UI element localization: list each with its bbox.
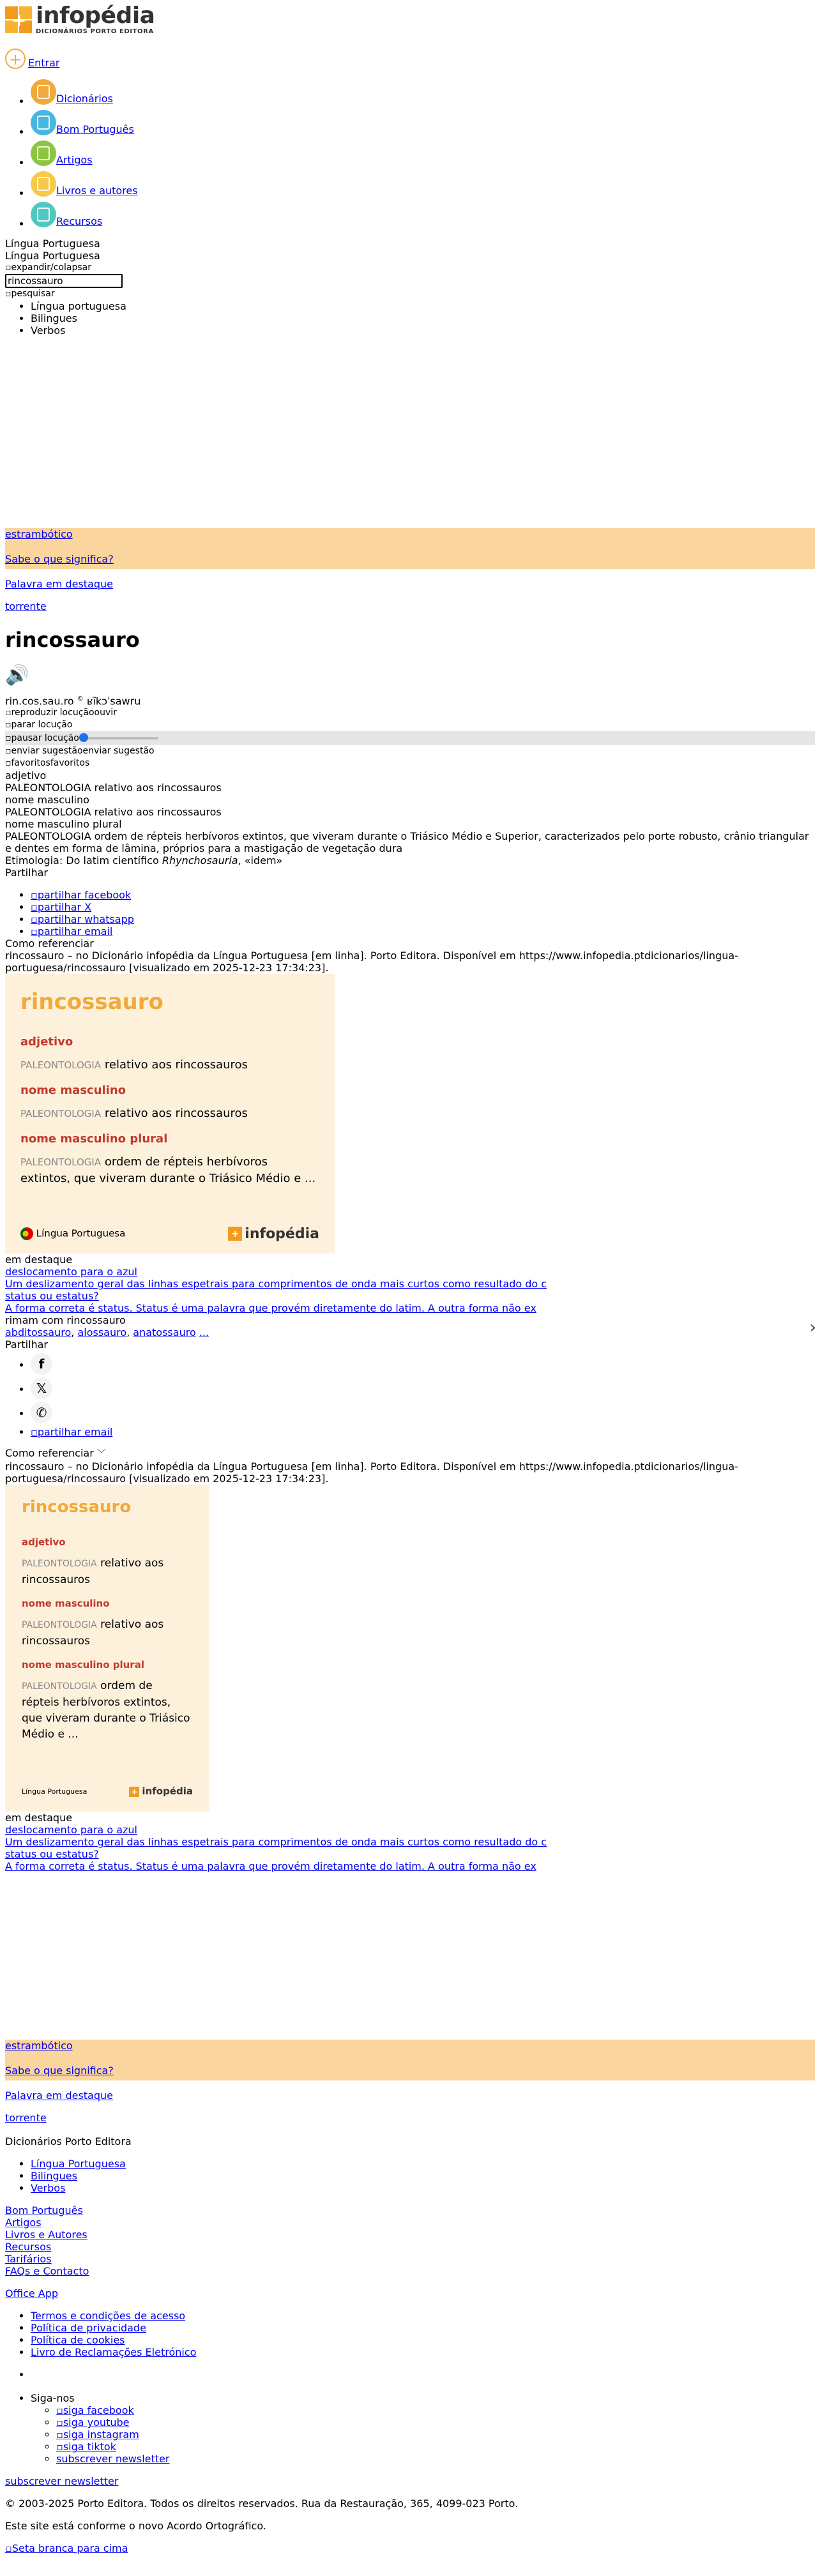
share-label-2: Partilhar xyxy=(5,1338,48,1351)
nav-item-livros[interactable] xyxy=(31,171,815,202)
newsletter-link-2[interactable]: subscrever newsletter xyxy=(5,2475,119,2488)
highlight-link[interactable]: A forma correta é status. Status é uma palavra que provém diretamente do latim. A outra forma não ex xyxy=(5,1860,536,1873)
nav-item-artigos[interactable] xyxy=(31,140,815,171)
highlight-link[interactable]: Um deslizamento geral das linhas espetrais para comprimentos de onda mais curtos como resultado do c xyxy=(5,1836,547,1849)
card-def: PALEONTOLOGIA relativo aos rincossauros xyxy=(22,1618,164,1648)
cite-label-2[interactable]: Como referenciar ﹀ xyxy=(5,1447,106,1460)
bom-portugues-icon xyxy=(31,110,56,135)
card-def: PALEONTOLOGIA ordem de répteis herbívoros extintos, que viveram durante o Triásico Médio e ... xyxy=(22,1679,190,1741)
nav-item-bom-portugues[interactable] xyxy=(31,110,815,140)
main-nav xyxy=(5,79,815,232)
footer-link[interactable]: Recursos xyxy=(5,2241,52,2254)
card-title: rincossauro xyxy=(22,1497,132,1517)
card-pos: adjetivo xyxy=(20,1035,73,1049)
card-pos: nome masculino xyxy=(20,1084,126,1098)
card-language: Língua Portuguesa xyxy=(20,1227,125,1240)
featured-label-link[interactable]: Palavra em destaque xyxy=(5,2089,113,2102)
dictionaries-icon xyxy=(31,79,56,105)
site-logo[interactable] xyxy=(5,4,815,40)
expand-collapse-icon[interactable]: ▫expandir/colapsar xyxy=(5,262,91,273)
share-facebook-link[interactable]: ▫partilhar facebook xyxy=(31,889,132,902)
featured-cta-link[interactable]: Sabe o que significa? xyxy=(5,553,114,565)
rhyme-link[interactable]: anatossauro xyxy=(133,1326,196,1339)
card-brand-logo: + infopédia xyxy=(228,1227,319,1241)
highlights-label: em destaque xyxy=(5,1254,73,1266)
card-pos: nome masculino plural xyxy=(22,1659,144,1671)
office-app-link[interactable]: Office App xyxy=(5,2287,59,2300)
rhyme-link[interactable]: abditossauro xyxy=(5,1326,72,1339)
footer-links xyxy=(5,2204,815,2277)
footer-link[interactable]: Tarifários xyxy=(5,2253,52,2266)
nav-label[interactable]: • Livros e autores xyxy=(56,185,138,197)
highlight-link[interactable]: deslocamento para o azul xyxy=(5,1824,137,1837)
send-suggestion-button[interactable]: ▫enviar sugestãoenviar sugestão xyxy=(5,746,155,757)
rhyme-more-link[interactable]: ... xyxy=(199,1326,209,1339)
dictionary-label: Língua Portuguesa xyxy=(5,250,100,262)
footer-dict-list xyxy=(5,2158,815,2194)
follow-youtube-link[interactable]: ▫siga youtube xyxy=(56,2416,130,2429)
speaker-icon[interactable]: 🔊 xyxy=(5,664,29,686)
dictionary-options xyxy=(5,300,815,337)
chevron-right-icon[interactable]: › xyxy=(809,1318,816,1337)
highlight-link[interactable]: Um deslizamento geral das linhas espetrais para comprimentos de onda mais curtos como resultado do c xyxy=(5,1278,547,1291)
footer-dictionaries-title: Dicionários Porto Editora xyxy=(5,2135,132,2148)
rhymes-list: abditossauro, alossauro, anatossauro ... xyxy=(5,1326,209,1339)
card-brand-logo: + infopédia xyxy=(129,1785,193,1798)
newsletter-link[interactable]: subscrever newsletter xyxy=(56,2453,170,2466)
footer-dict-link[interactable]: Bilingues xyxy=(31,2170,77,2183)
nav-label[interactable]: • Dicionários xyxy=(56,93,113,105)
featured-word2-link[interactable]: torrente xyxy=(5,600,47,612)
nav-label[interactable]: • Recursos xyxy=(56,215,103,227)
legal-link[interactable]: Termos e condições de acesso xyxy=(31,2310,186,2322)
highlight-link[interactable]: status ou estatus? xyxy=(5,1290,99,1303)
featured-cta-link[interactable]: Sabe o que significa? xyxy=(5,2065,114,2077)
share-card-large xyxy=(5,974,335,1254)
articles-icon xyxy=(31,140,56,166)
whatsapp-icon[interactable]: ✆ xyxy=(31,1402,52,1423)
nav-label[interactable]: • Bom Português xyxy=(56,123,134,135)
share-email-link[interactable]: ▫partilhar email xyxy=(31,925,113,938)
citation-text: rincossauro – no Dicionário infopédia da Língua Portuguesa [em linha]. Porto Editora. Disponível em https://www.infopedia.ptdicionarios/lingua-portuguesa/rincossauro [visualizado em 2025-12-23 17:34:23]. xyxy=(5,950,738,974)
audio-progress-slider[interactable] xyxy=(82,737,158,739)
stop-audio-button[interactable]: ▫parar locução xyxy=(5,720,73,731)
follow-instagram-link[interactable]: ▫siga instagram xyxy=(56,2428,139,2441)
footer-link[interactable]: Livros e Autores xyxy=(5,2229,87,2241)
headword: rincossauro xyxy=(5,628,140,652)
audio-player xyxy=(5,731,815,745)
word-of-day-box xyxy=(5,528,815,569)
dictionary-option[interactable]: • Verbos xyxy=(31,324,815,337)
follow-list xyxy=(5,2368,815,2465)
nav-item-recursos[interactable] xyxy=(31,202,815,232)
footer-dict-link[interactable]: Verbos xyxy=(31,2182,66,2195)
follow-label: Siga-nos xyxy=(31,2392,75,2405)
follow-tiktok-link[interactable]: ▫siga tiktok xyxy=(56,2441,116,2453)
card-title: rincossauro xyxy=(20,989,163,1015)
search-input[interactable] xyxy=(5,274,123,288)
cite-label[interactable]: Como referenciar xyxy=(5,937,94,950)
card-language: Língua Portuguesa xyxy=(22,1787,87,1796)
featured-word2-link[interactable]: torrente xyxy=(5,2112,47,2125)
pronunciation: rin.cos.sau.ro © ʁĩkɔˈsawru xyxy=(5,695,141,708)
highlight-link[interactable]: status ou estatus? xyxy=(5,1848,99,1861)
word-of-day-box-2 xyxy=(5,2040,815,2080)
featured-label-link[interactable]: Palavra em destaque xyxy=(5,578,113,590)
infopedia-logo-icon: + xyxy=(5,6,32,34)
etymology: Etimologia: Do latim científico Rhynchosauria, «idem» xyxy=(5,854,283,867)
highlight-link[interactable]: A forma correta é status. Status é uma palavra que provém diretamente do latim. A outra forma não ex xyxy=(5,1302,536,1315)
share-icons-list xyxy=(5,1353,815,1438)
follow-facebook-link[interactable]: ▫siga facebook xyxy=(56,2404,134,2417)
featured-word-link[interactable]: estrambótico xyxy=(5,2040,73,2052)
highlights-label-2: em destaque xyxy=(5,1812,73,1824)
orthography-note: Este site está conforme o novo Acordo Ortográfico. xyxy=(5,2520,266,2533)
share-card-small xyxy=(5,1485,209,1812)
dictionary-option[interactable]: • Língua portuguesa xyxy=(31,300,815,312)
highlight-link[interactable]: deslocamento para o azul xyxy=(5,1266,137,1278)
sense-def: PALEONTOLOGIA ordem de répteis herbívoros extintos, que viveram durante o Triásico Médio e Superior, caracterizados pelo porte robusto, crânio triangular e dentes em forma de lâmina, próprios para a mastigação de vegetação dura xyxy=(5,830,809,855)
books-icon xyxy=(31,171,56,197)
sense-def: PALEONTOLOGIA relativo aos rincossauros xyxy=(5,782,222,794)
citation-text-2: rincossauro – no Dicionário infopédia da Língua Portuguesa [em linha]. Porto Editora. Disponível em https://www.infopedia.ptdicionarios/lingua-portuguesa/rincossauro [visualizado em 2025-12-23 17:34:23]. xyxy=(5,1460,738,1485)
legal-link[interactable]: Política de privacidade xyxy=(31,2322,146,2335)
search-icon[interactable]: ▫pesquisar xyxy=(5,289,55,299)
copyright: © 2003-2025 Porto Editora. Todos os direitos reservados. Rua da Restauração, 365, 4099-023 Porto. xyxy=(5,2497,519,2510)
sense-pos: nome masculino xyxy=(5,794,89,807)
resources-icon xyxy=(31,202,56,227)
share-whatsapp-link[interactable]: ▫partilhar whatsapp xyxy=(31,913,134,926)
chevron-down-icon: ﹀ xyxy=(96,1449,106,1460)
favorites-button[interactable]: ▫favoritosfavoritos xyxy=(5,758,90,769)
featured-word-link[interactable]: estrambótico xyxy=(5,528,73,540)
card-def: PALEONTOLOGIA relativo aos rincossauros xyxy=(20,1107,248,1121)
footer-link[interactable]: Bom Português xyxy=(5,2204,83,2217)
share-list xyxy=(5,889,815,937)
nav-label[interactable]: • Artigos xyxy=(56,154,93,166)
legal-link[interactable]: Política de cookies xyxy=(31,2334,125,2347)
logo-name: infopédia xyxy=(36,3,155,29)
share-x-link[interactable]: ▫partilhar X xyxy=(31,901,92,914)
footer-link[interactable]: FAQs e Contacto xyxy=(5,2265,89,2278)
share-label: Partilhar xyxy=(5,867,48,879)
card-def: PALEONTOLOGIA relativo aos rincossauros xyxy=(22,1557,164,1587)
footer-link[interactable]: Artigos xyxy=(5,2216,42,2229)
login-link[interactable]: Entrar xyxy=(28,57,60,69)
x-icon[interactable]: 𝕏 xyxy=(31,1377,52,1399)
play-audio-button[interactable]: ▫reproduzir locuçãoouvir xyxy=(5,708,117,718)
footer-dict-link[interactable]: Língua Portuguesa xyxy=(31,2158,126,2171)
legal-list xyxy=(5,2310,815,2358)
card-pos: nome masculino xyxy=(22,1598,110,1610)
card-def: PALEONTOLOGIA relativo aos rincossauros xyxy=(20,1058,248,1072)
sense-pos: adjetivo xyxy=(5,769,47,782)
card-pos: adjetivo xyxy=(22,1536,66,1549)
portugal-flag-icon xyxy=(20,1227,33,1240)
sense-pos: nome masculino plural xyxy=(5,818,122,831)
sense-def: PALEONTOLOGIA relativo aos rincossauros xyxy=(5,806,222,819)
login-plus-icon[interactable]: + xyxy=(5,49,26,69)
selected-dictionary[interactable]: Língua Portuguesa xyxy=(5,238,100,250)
rhyme-link[interactable]: alossauro xyxy=(77,1326,127,1339)
dictionary-option[interactable]: • Bilingues xyxy=(31,312,815,324)
nav-item-dicionarios[interactable] xyxy=(31,79,815,110)
facebook-icon[interactable]: f xyxy=(31,1353,52,1375)
legal-link[interactable]: Livro de Reclamações Eletrónico xyxy=(31,2346,197,2359)
share-email-link-2[interactable]: ▫partilhar email xyxy=(31,1426,113,1439)
card-pos: nome masculino plural xyxy=(20,1132,168,1146)
syllables: rin.cos.sau.ro xyxy=(5,695,74,708)
back-to-top-link[interactable]: ▫Seta branca para cima xyxy=(5,2542,128,2555)
empty-list-item xyxy=(31,2368,815,2381)
rhymes-label: rimam com rincossauro xyxy=(5,1314,126,1327)
ipa: ʁĩkɔˈsawru xyxy=(86,695,141,708)
logo-subtitle: DICIONÁRIOS PORTO EDITORA xyxy=(36,28,154,35)
login-area xyxy=(5,43,815,69)
pause-audio-button[interactable]: ▫pausar locução xyxy=(5,732,79,743)
card-def: PALEONTOLOGIA ordem de répteis herbívoros extintos, que viveram durante o Triásico Médio e ... xyxy=(20,1155,316,1186)
